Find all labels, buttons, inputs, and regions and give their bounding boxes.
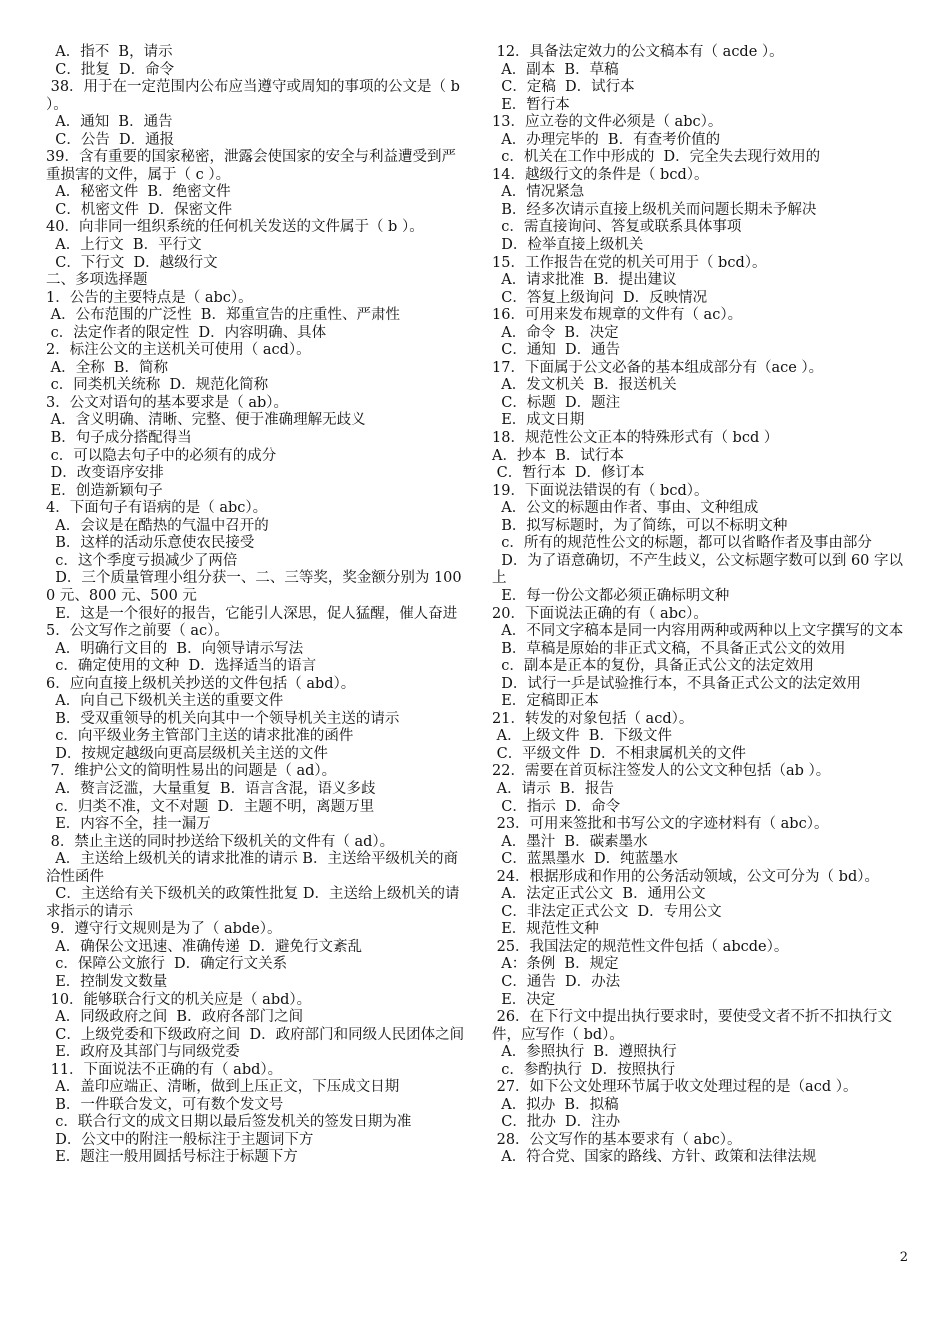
text-line: A．盖印应端正、清晰，做到上压正文，下压成文日期 <box>46 1079 400 1096</box>
text-line: c．参酌执行 D．按照执行 <box>492 1061 676 1078</box>
text-line: D．为了语意确切，不产生歧义，公文标题字数可以到 60 字以上 <box>492 552 904 587</box>
text-line: 12．具备法定效力的公文稿本有（ acde ）。 <box>492 44 784 60</box>
text-line: A．确保公文迅速、准确传递 D．避免行文紊乱 <box>46 938 363 955</box>
text-line: c．这个季度亏损减少了两倍 <box>46 552 238 569</box>
text-line: B．拟写标题时，为了简练，可以不标明文种 <box>492 517 788 534</box>
text-line: c．确定使用的文种 D．选择适当的语言 <box>46 658 317 675</box>
text-line: C．标题 D．题注 <box>492 394 621 411</box>
text-line: A．主送给上级机关的请求批准的请示 B．主送给平级机关的商洽性函件 <box>46 851 458 885</box>
text-line: 28．公文写作的基本要求有（ abc）。 <box>492 1131 742 1148</box>
text-line: C．主送给有关下级机关的政策性批复 D．主送给上级机关的请求指示的请示 <box>46 886 460 920</box>
text-line: 11．下面说法不正确的有（ abd）。 <box>46 1061 283 1078</box>
text-line: B．草稿是原始的非正式文稿，不具备正式公文的效用 <box>492 640 846 657</box>
text-line: 15．工作报告在党的机关可用于（ bcd）。 <box>492 254 767 271</box>
text-line: D．检举直接上级机关 <box>492 237 644 254</box>
text-line: A．含义明确、清晰、完整、便于准确理解无歧义 <box>46 412 366 429</box>
text-line: C．批办 D．注办 <box>492 1114 621 1131</box>
text-line: C．指示 D．命令 <box>492 798 621 815</box>
text-line: C．平级文件 D．不相隶属机关的文件 <box>492 745 747 762</box>
text-line: E．内容不全，挂一漏万 <box>46 816 211 833</box>
text-line: c．同类机关统称 D．规范化简称 <box>46 377 269 394</box>
text-line: c．所有的规范性公文的标题，都可以省略作者及事由部分 <box>492 535 872 552</box>
text-line: E．暂行本 <box>492 96 570 113</box>
text-line: C．批复 D．命令 <box>46 61 175 78</box>
text-line: 24．根据形成和作用的公务活动领域，公文可分为（ bd）。 <box>492 868 879 885</box>
text-line: 26．在下行文中提出执行要求时，要使受文者不折不扣执行文件，应写作（ bd）。 <box>492 1009 893 1043</box>
text-line: E．定稿即正本 <box>492 693 599 710</box>
text-line: A．命令 B．决定 <box>492 324 619 341</box>
text-line: 2．标注公文的主送机关可使用（ acd）。 <box>46 342 311 359</box>
text-line: 8．禁止主送的同时抄送给下级机关的文件有（ ad）。 <box>46 833 395 850</box>
text-line: C．通知 D．通告 <box>492 342 621 359</box>
text-line: 21．转发的对象包括（ acd）。 <box>492 710 694 727</box>
text-line: A．不同文字稿本是同一内容用两种或两种以上文字撰写的文本 <box>492 623 904 640</box>
text-line: D．三个质量管理小组分获一、二、三等奖，奖金额分别为 1000 元、800 元、500 元 <box>46 570 462 604</box>
text-line: A．副本 B．草稿 <box>492 61 619 78</box>
text-line: E．每一份公文都必须正确标明文种 <box>492 587 730 604</box>
text-line: c．副本是正本的复份，具备正式公文的法定效用 <box>492 658 814 675</box>
text-line: A．上级文件 B．下级文件 <box>492 728 672 745</box>
text-line: 22．需要在首页标注签发人的公文文种包括（ab ）。 <box>492 763 831 780</box>
text-line: C．定稿 D．试行本 <box>492 79 635 96</box>
text-line: A．法定正式公文 B．通用公文 <box>492 886 706 903</box>
text-line: 4．下面句子有语病的是（ abc）。 <box>46 500 268 517</box>
text-line: 13．应立卷的文件必须是（ abc）。 <box>492 114 723 131</box>
text-line: B．这样的活动乐意使农民接受 <box>46 535 255 552</box>
text-line: B．一件联合发文，可有数个发文号 <box>46 1096 284 1113</box>
text-line: E．规范性文种 <box>492 921 599 938</box>
text-line: A．公文的标题由作者、事由、文种组成 <box>492 500 759 517</box>
left-column <box>46 44 466 1167</box>
text-line: 40．向非同一组织系统的任何机关发送的文件属于（ b ）。 <box>46 219 424 236</box>
text-line: C．下行文 D．越级行文 <box>46 254 218 271</box>
text-line: E．决定 <box>492 991 556 1008</box>
text-line: C．非法定正式公文 D．专用公文 <box>492 903 722 920</box>
text-line: E．创造新颖句子 <box>46 482 163 499</box>
text-line: 23．可用来签批和书写公文的字迹材料有（ abc）。 <box>492 816 829 833</box>
text-line: C．答复上级询问 D．反映情况 <box>492 289 708 306</box>
text-line: 17．下面属于公文必备的基本组成部分有（ace ）。 <box>492 359 824 376</box>
text-line: A．指不 B，请示 <box>46 44 173 60</box>
text-line: C．通告 D．办法 <box>492 973 621 990</box>
text-line: c．法定作者的限定性 D．内容明确、具体 <box>46 324 327 341</box>
text-line: A．参照执行 B．遵照执行 <box>492 1044 677 1061</box>
text-line: 6．应向直接上级机关抄送的文件包括（ abd）。 <box>46 675 356 692</box>
text-line: B．经多次请示直接上级机关而问题长期未予解决 <box>492 201 817 218</box>
text-line: A．全称 B．简称 <box>46 359 168 376</box>
text-line: 14．越级行文的条件是（ bcd）。 <box>492 166 709 183</box>
text-line: 10．能够联合行文的机关应是（ abd）。 <box>46 991 312 1008</box>
text-line: c．联合行文的成文日期以最后签发机关的签发日期为准 <box>46 1114 412 1131</box>
text-line: A．上行文 B．平行文 <box>46 237 202 254</box>
text-line: 39．含有重要的国家秘密，泄露会使国家的安全与利益遭受到严重损害的文件，属于（ c ）。 <box>46 149 456 183</box>
text-line: A．向自己下级机关主送的重要文件 <box>46 693 284 710</box>
text-line: E．这是一个很好的报告，它能引人深思，促人猛醒，催人奋进 <box>46 605 458 622</box>
text-line: c．归类不准，文不对题 D．主题不明，离题万里 <box>46 798 375 815</box>
text-line: 25．我国法定的规范性文件包括（ abcde）。 <box>492 938 789 955</box>
text-line: c．保障公文旅行 D．确定行文关系 <box>46 956 288 973</box>
text-line: A．抄本 B．试行本 <box>492 447 624 464</box>
text-line: E．题注一般用圆括号标注于标题下方 <box>46 1149 298 1166</box>
text-line: E．政府及其部门与同级党委 <box>46 1044 240 1061</box>
text-line: 18．规范性公文正本的特殊形式有（ bcd ） <box>492 430 779 447</box>
text-line: C．公告 D．通报 <box>46 131 175 148</box>
text-line: D．改变语序安排 <box>46 465 164 482</box>
text-line: A．拟办 B．拟稿 <box>492 1096 619 1113</box>
text-line: 38．用于在一定范围内公布应当遵守或周知的事项的公文是（ b ）。 <box>46 79 465 113</box>
text-line: C．上级党委和下级政府之间 D．政府部门和同级人民团体之间 <box>46 1026 465 1043</box>
text-line: A：条例 B．规定 <box>492 956 619 973</box>
text-line: B．句子成分搭配得当 <box>46 430 192 447</box>
text-line: 9．遵守行文规则是为了（ abde）。 <box>46 921 282 938</box>
text-line: c．向平级业务主管部门主送的请求批准的函件 <box>46 728 354 745</box>
text-line: 5．公文写作之前要（ ac）。 <box>46 623 229 640</box>
right-column <box>492 44 912 1167</box>
text-line: C．机密文件 D．保密文件 <box>46 201 233 218</box>
text-line: A．同级政府之间 B．政府各部门之间 <box>46 1009 304 1026</box>
text-line: B．受双重领导的机关向其中一个领导机关主送的请示 <box>46 710 400 727</box>
text-line: A．情况紧急 <box>492 184 585 201</box>
text-line: E．控制发文数量 <box>46 973 168 990</box>
text-line: D．按规定越级向更高层级机关主送的文件 <box>46 745 328 762</box>
text-line: A．赘言泛滥，大量重复 B．语言含混，语义多歧 <box>46 780 376 797</box>
text-line: A．通知 B．通告 <box>46 114 173 131</box>
text-line: A．符合党、国家的路线、方针、政策和法律法规 <box>492 1149 817 1166</box>
text-line: 16．可用来发布规章的文件有（ ac）。 <box>492 307 743 324</box>
text-line: 20．下面说法正确的有（ abc）。 <box>492 605 708 622</box>
text-line: 19．下面说法错误的有（ bcd）。 <box>492 482 709 499</box>
text-line: A．会议是在酷热的气温中召开的 <box>46 517 269 534</box>
text-line: c．机关在工作中形成的 D．完全失去现行效用的 <box>492 149 821 166</box>
text-line: A．办理完毕的 B．有查考价值的 <box>492 131 721 148</box>
text-line: 二、多项选择题 <box>46 272 148 289</box>
text-line: 7．维护公文的简明性易出的问题是（ ad）。 <box>46 763 337 780</box>
text-line: c．可以隐去句子中的必须有的成分 <box>46 447 277 464</box>
text-line: 27．如下公文处理环节属于收文处理过程的是（acd ）。 <box>492 1079 858 1096</box>
text-line: 1．公告的主要特点是（ abc）。 <box>46 289 253 306</box>
text-line: D．试行一乒是试验推行本，不具备正式公文的法定效用 <box>492 675 861 692</box>
text-line: 3．公文对语句的基本要求是（ ab）。 <box>46 394 289 411</box>
text-line: c．需直接询问、答复或联系具体事项 <box>492 219 742 236</box>
text-line: A．请求批准 B．提出建议 <box>492 272 677 289</box>
text-line: D．公文中的附注一般标注于主题词下方 <box>46 1131 314 1148</box>
text-line: C．蓝黑墨水 D．纯蓝墨水 <box>492 851 679 868</box>
page-number: 2 <box>899 1250 908 1265</box>
text-line: A．秘密文件 B．绝密文件 <box>46 184 231 201</box>
text-line: A．发文机关 B．报送机关 <box>492 377 677 394</box>
text-line: C．暂行本 D．修订本 <box>492 465 645 482</box>
text-line: A．公布范围的广泛性 B．郑重宣告的庄重性、严肃性 <box>46 307 400 324</box>
text-line: A．墨汁 B．碳素墨水 <box>492 833 648 850</box>
text-line: E．成文日期 <box>492 412 585 429</box>
text-line: A．请示 B．报告 <box>492 780 614 797</box>
text-line: A．明确行文目的 B．向领导请示写法 <box>46 640 304 657</box>
